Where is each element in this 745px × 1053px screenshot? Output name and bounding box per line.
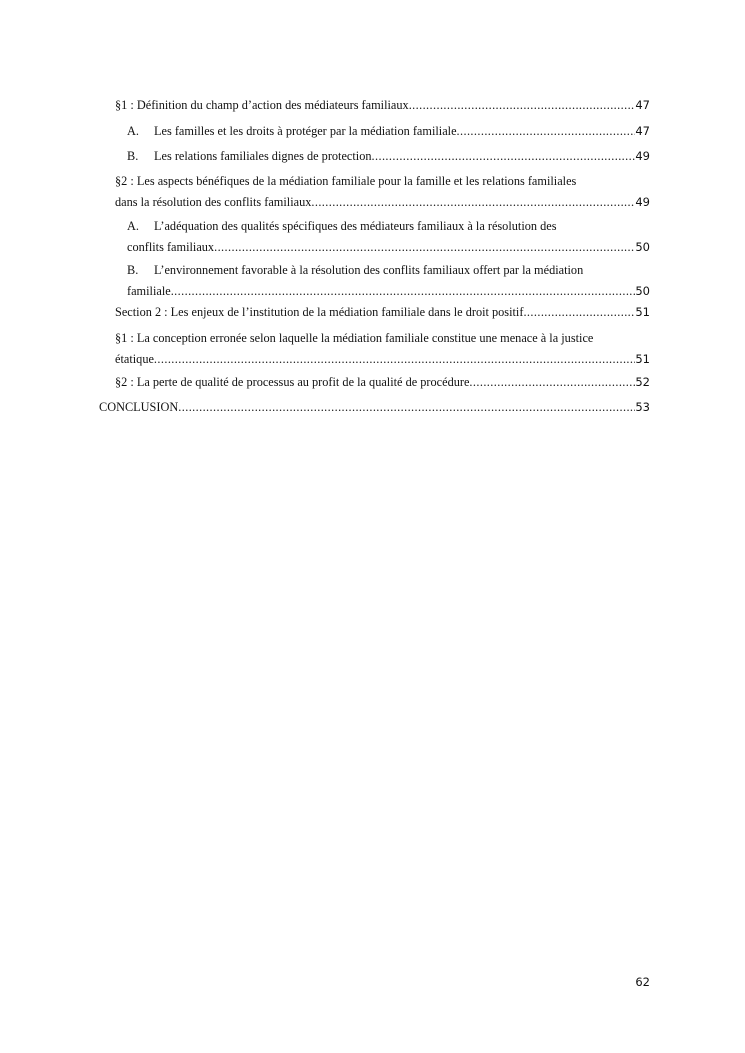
dot-leader: [523, 303, 635, 321]
dot-leader: [409, 96, 636, 114]
toc-entry-page: 47: [635, 124, 650, 138]
toc-entry-letter: B.: [127, 263, 139, 277]
toc-entry[interactable]: [127, 147, 650, 165]
toc-entry-letter: A.: [127, 219, 139, 233]
toc-entry-title: §1 : La conception erronée selon laquelle la médiation familiale constitue une menace à la justice: [115, 331, 594, 345]
toc-entry-title-cont: conflits familiaux: [127, 240, 215, 254]
toc-entry[interactable]: [115, 172, 650, 211]
toc-entry[interactable]: [115, 373, 650, 391]
toc-entry-title-cont: dans la résolution des conflits familiaux: [115, 195, 312, 209]
toc-entry-page: 53: [635, 400, 650, 414]
toc-entry-title-cont: étatique: [115, 352, 154, 366]
toc-entry-title: Les relations familiales dignes de protection: [154, 149, 372, 163]
toc-entry-page: 51: [635, 352, 650, 366]
toc-entry-letter: B.: [127, 149, 139, 163]
toc-entry-letter: A.: [127, 124, 139, 138]
toc-entry-page: 49: [635, 195, 650, 209]
dot-leader: [154, 350, 635, 368]
toc-entry[interactable]: [115, 329, 650, 368]
dot-leader: [311, 193, 635, 211]
toc-entry-page: 47: [635, 98, 650, 112]
toc-entry[interactable]: [115, 303, 650, 321]
toc-entry[interactable]: [127, 122, 650, 140]
toc-entry-page: 50: [635, 240, 650, 254]
toc-entry-title: L’environnement favorable à la résolution des conflits familiaux offert par la médiation: [154, 263, 584, 277]
toc-entry-title-cont: familiale: [127, 284, 171, 298]
toc-entry-page: 52: [635, 375, 650, 389]
toc-entry-title: §2 : La perte de qualité de processus au profit de la qualité de procédure: [115, 375, 470, 389]
dot-leader: [171, 282, 636, 300]
toc-entry-page: 50: [635, 284, 650, 298]
dot-leader: [457, 122, 636, 140]
toc-entry-title: L’adéquation des qualités spécifiques des médiateurs familiaux à la résolution des: [154, 219, 557, 233]
toc-entry[interactable]: [99, 398, 650, 416]
dot-leader: [372, 147, 636, 165]
dot-leader: [178, 398, 635, 416]
toc-entry[interactable]: [127, 217, 650, 256]
toc-entry[interactable]: [127, 261, 650, 300]
toc-entry-page: 51: [635, 305, 650, 319]
toc-entry-title: CONCLUSION: [99, 400, 179, 414]
toc-entry-title: §2 : Les aspects bénéfiques de la médiation familiale pour la famille et les relations familiales: [115, 174, 577, 188]
toc-entry-page: 49: [635, 149, 650, 163]
toc-entry[interactable]: [115, 96, 650, 114]
toc-entry-title: Les familles et les droits à protéger par la médiation familiale: [154, 124, 457, 138]
dot-leader: [214, 238, 635, 256]
page-number: 62: [635, 975, 650, 989]
dot-leader: [469, 373, 635, 391]
toc-entry-title: §1 : Définition du champ d’action des médiateurs familiaux: [115, 98, 409, 112]
toc-entry-title: Section 2 : Les enjeux de l’institution de la médiation familiale dans le droit positif: [115, 305, 524, 319]
